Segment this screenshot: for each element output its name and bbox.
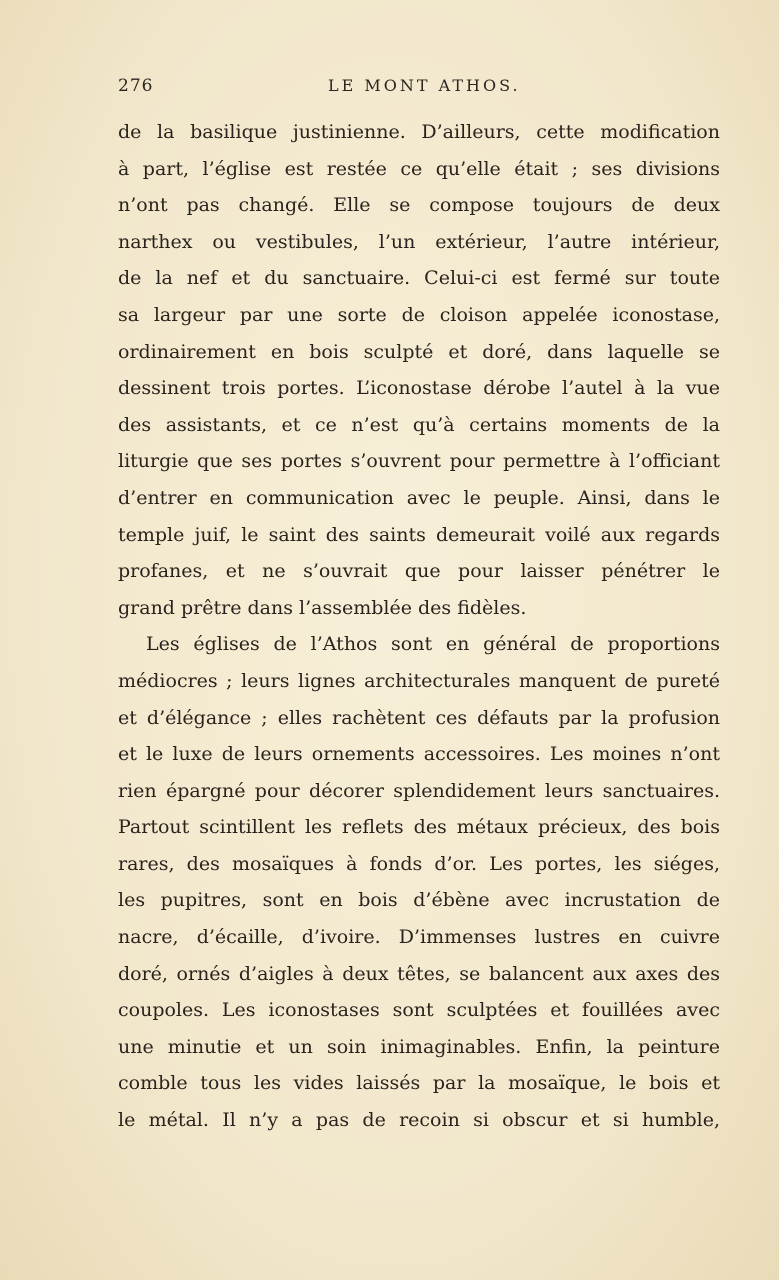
text-line: coupoles. Les iconostases sont sculptées et fouillées avec (118, 999, 720, 1022)
running-title: LE MONT ATHOS. (328, 76, 521, 95)
text-line-paragraph-start: Les églises de l’Athos sont en général de proportions (146, 633, 720, 656)
text-line: et le luxe de leurs ornements accessoires. Les moines n’ont (118, 743, 720, 766)
text-line: des assistants, et ce n’est qu’à certains moments de la (118, 413, 720, 436)
page-number: 276 (118, 76, 154, 96)
text-line: liturgie que ses portes s’ouvrent pour permettre à l’officiant (118, 450, 720, 473)
body-text (118, 114, 720, 1139)
text-line: les pupitres, sont en bois d’ébène avec incrustation de (118, 889, 720, 912)
text-line: dessinent trois portes. L’iconostase dérobe l’autel à la vue (118, 377, 720, 400)
text-line: à part, l’église est restée ce qu’elle était ; ses divisions (118, 157, 720, 180)
text-line: et d’élégance ; elles rachètent ces défauts par la profusion (118, 706, 720, 729)
text-line: de la nef et du sanctuaire. Celui-ci est fermé sur toute (118, 267, 720, 290)
text-line: narthex ou vestibules, l’un extérieur, l’autre intérieur, (118, 230, 720, 253)
text-line: temple juif, le saint des saints demeurait voilé aux regards (118, 523, 720, 546)
text-line: ordinairement en bois sculpté et doré, dans laquelle se (118, 340, 720, 363)
text-line: le métal. Il n’y a pas de recoin si obscur et si humble, (118, 1109, 720, 1132)
text-line: profanes, et ne s’ouvrait que pour laisser pénétrer le (118, 560, 720, 583)
text-line: d’entrer en communication avec le peuple. Ainsi, dans le (118, 486, 720, 509)
text-line-paragraph-end: grand prêtre dans l’assemblée des fidèles. (118, 596, 527, 619)
text-line: rien épargné pour décorer splendidement leurs sanctuaires. (118, 779, 720, 802)
text-line: une minutie et un soin inimaginables. Enfin, la peinture (118, 1035, 720, 1058)
text-line: médiocres ; leurs lignes architecturales manquent de pureté (118, 669, 720, 692)
text-line: nacre, d’écaille, d’ivoire. D’immenses lustres en cuivre (118, 926, 720, 949)
text-line: doré, ornés d’aigles à deux têtes, se balancent aux axes des (118, 962, 720, 985)
page-header (118, 76, 720, 102)
text-line: de la basilique justinienne. D’ailleurs, cette modification (118, 121, 720, 143)
text-line: rares, des mosaïques à fonds d’or. Les portes, les siéges, (118, 852, 720, 875)
text-line: comble tous les vides laissés par la mosaïque, le bois et (118, 1072, 720, 1095)
text-line: sa largeur par une sorte de cloison appelée iconostase, (118, 303, 720, 326)
text-line: n’ont pas changé. Elle se compose toujours de deux (118, 194, 720, 217)
text-line: Partout scintillent les reflets des métaux précieux, des bois (118, 816, 720, 839)
